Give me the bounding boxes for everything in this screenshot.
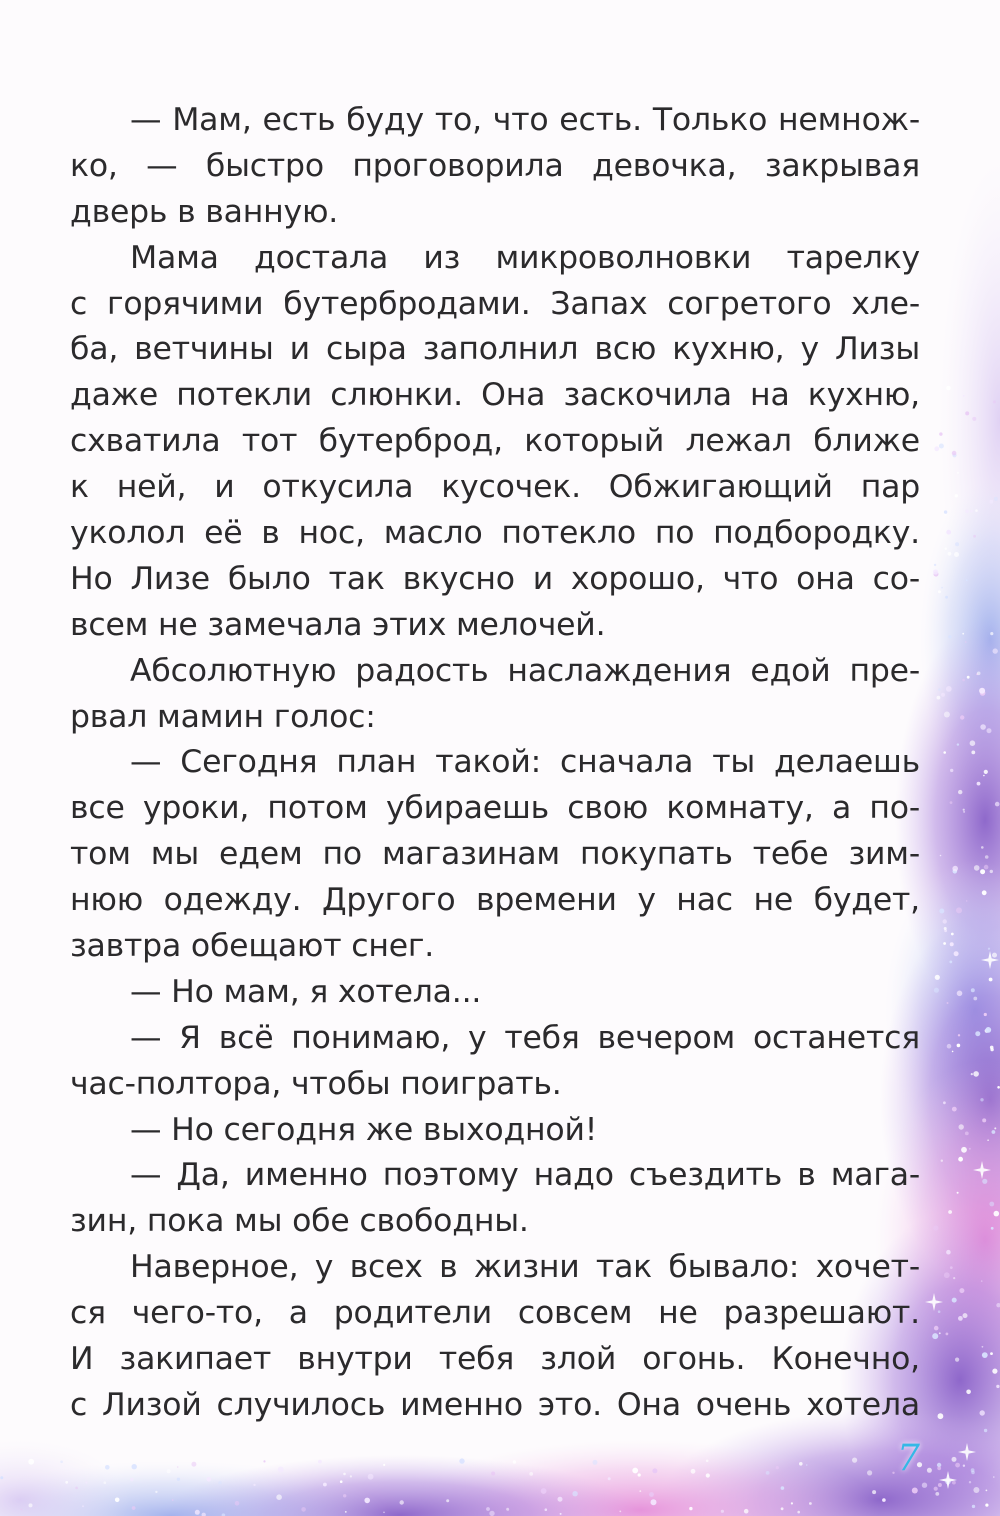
text-line: всем не замечала этих мелочей.	[70, 606, 606, 643]
text-line: уколол её в нос, масло потекло по подбородку.	[70, 515, 920, 552]
text-line: Наверное, у всех в жизни так бывало: хочет-	[130, 1249, 920, 1286]
text-line: завтра обещают снег.	[70, 928, 435, 965]
text-line: схватила тот бутерброд, который лежал ближе	[70, 423, 920, 460]
text-line: — Я всё понимаю, у тебя вечером останется	[130, 1019, 920, 1056]
text-line: — Сегодня план такой: сначала ты делаешь	[130, 744, 920, 781]
text-line: дверь в ванную.	[70, 193, 339, 230]
text-line: с горячими бутербродами. Запах согретого хле-	[70, 285, 920, 322]
text-line: даже потекли слюнки. Она заскочила на кухню,	[70, 377, 920, 414]
text-line: час-полтора, чтобы поиграть.	[70, 1065, 562, 1102]
page-text	[70, 98, 920, 1429]
text-line: к ней, и откусила кусочек. Обжигающий пар	[70, 469, 920, 506]
text-line: ко, — быстро проговорила девочка, закрывая	[70, 147, 920, 184]
text-line: — Но мам, я хотела...	[130, 973, 482, 1010]
text-line: Но Лизе было так вкусно и хорошо, что она со-	[70, 560, 920, 597]
text-line: с Лизой случилось именно это. Она очень хотела	[70, 1386, 920, 1423]
text-line: ба, ветчины и сыра заполнил всю кухню, у Лизы	[70, 331, 920, 368]
text-line: И закипает внутри тебя злой огонь. Конечно,	[70, 1341, 920, 1378]
text-line: — Мам, есть буду то, что есть. Только немнож-	[130, 102, 920, 138]
text-line: ся чего-то, а родители совсем не разрешают.	[70, 1295, 920, 1332]
page-number: 7	[897, 1438, 920, 1479]
text-line: — Но сегодня же выходной!	[130, 1111, 598, 1148]
text-line: все уроки, потом убираешь свою комнату, а по-	[70, 790, 920, 827]
text-line: зин, пока мы обе свободны.	[70, 1203, 529, 1240]
text-line: том мы едем по магазинам покупать тебе зим-	[70, 836, 920, 873]
text-line: — Да, именно поэтому надо съездить в мага-	[130, 1157, 920, 1194]
text-line: нюю одежду. Другого времени у нас не будет,	[70, 882, 920, 919]
text-line: рвал мамин голос:	[70, 698, 376, 735]
text-line: Абсолютную радость наслаждения едой пре-	[130, 652, 920, 689]
text-line: Мама достала из микроволновки тарелку	[130, 239, 920, 276]
